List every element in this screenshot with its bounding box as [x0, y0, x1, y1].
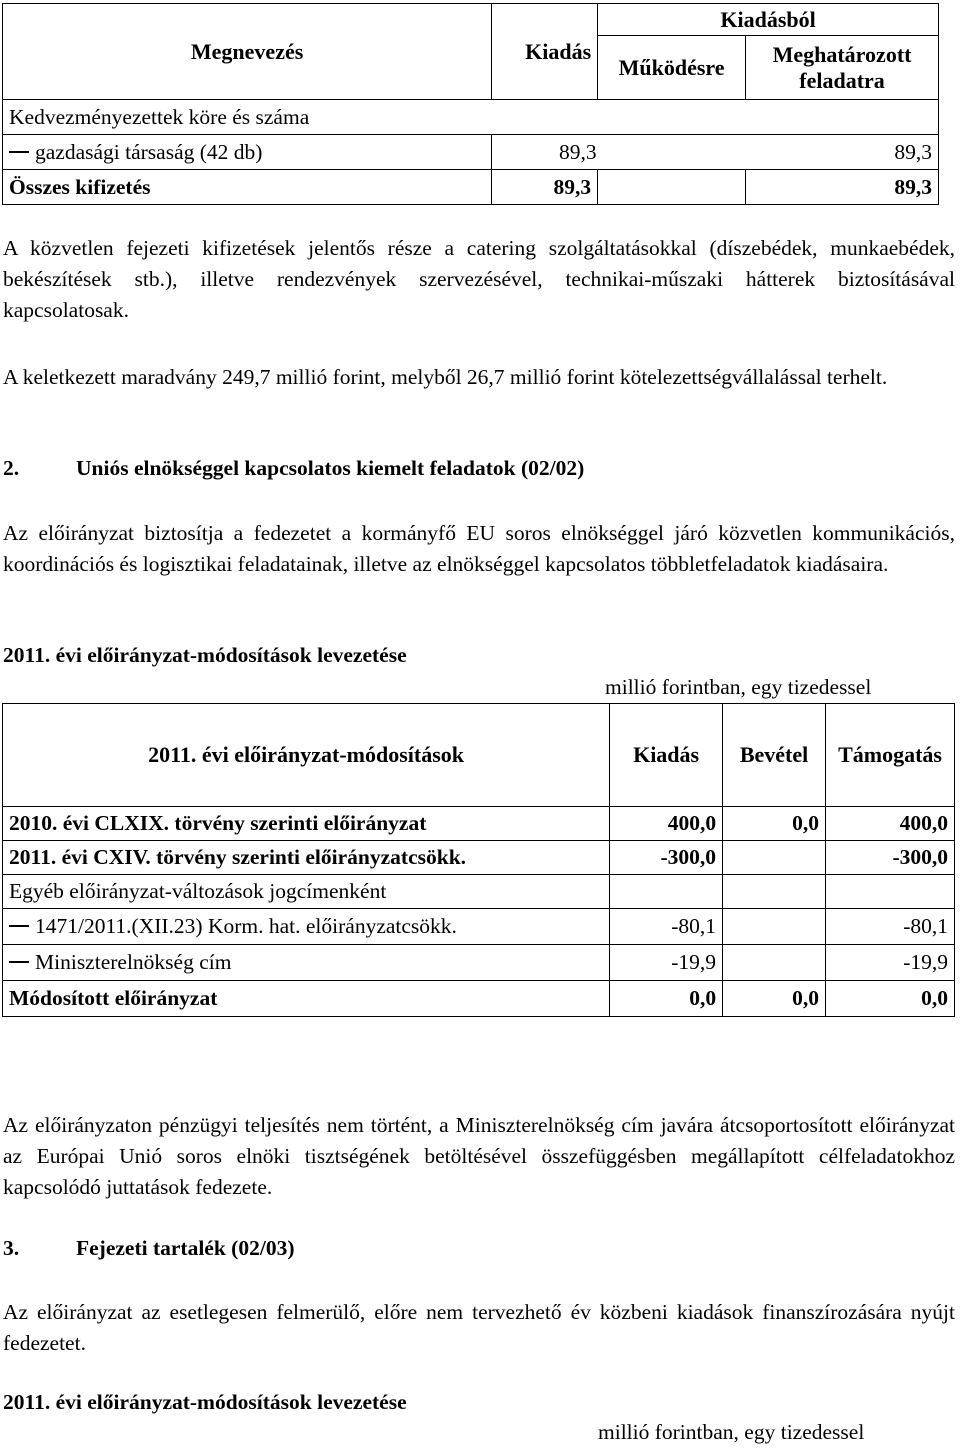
row-tamogatas: 0,0	[826, 981, 955, 1017]
paragraph-teljesites: Az előirányzaton pénzügyi teljesítés nem történt, a Miniszterelnökség cím javára átcsoportosított előirányzat az Európai Unió soros elnöki tisztségének betöltésével összefüggésben megállapított célfeladatokhoz kapcsolódó juttatások fedezete.	[3, 1113, 955, 1199]
row-meghatarozott: 89,3	[746, 170, 939, 205]
row-kiadas: -80,1	[610, 909, 723, 945]
beneficiaries-table	[2, 3, 939, 205]
row-kiadas: 0,0	[610, 981, 723, 1017]
table-row	[3, 807, 955, 841]
dash-icon	[9, 151, 29, 153]
table-row	[3, 875, 955, 909]
row-name: gazdasági társaság (42 db)	[3, 135, 492, 170]
row-bevetel: 0,0	[723, 981, 826, 1017]
header-meghatarozott: Meghatározott feladatra	[746, 36, 939, 100]
table-row	[3, 909, 955, 945]
header-megnevezes: Megnevezés	[3, 4, 492, 100]
row-kiadas: 89,3	[492, 170, 598, 205]
table-row	[3, 841, 955, 875]
row-tamogatas	[826, 875, 955, 909]
paragraph-catering: A közvetlen fejezeti kifizetések jelentős része a catering szolgáltatásokkal (díszebédek, munkaebédek, bekészítések stb.), illetve rendezvények szervezésével, technikai-műszaki hátterek biztosításával kapcsolatosak.	[3, 236, 955, 322]
unit-note: millió forintban, egy tizedessel	[598, 1420, 865, 1444]
row-kiadas: -300,0	[610, 841, 723, 875]
section-number: 2.	[3, 456, 20, 480]
header-tamogatas: Támogatás	[826, 704, 955, 807]
row-label: 2011. évi CXIV. törvény szerinti előirányzatcsökk.	[3, 841, 610, 875]
section-label: Kedvezményezettek köre és száma	[3, 100, 746, 135]
table-row	[3, 135, 939, 170]
header-mukodesre: Működésre	[598, 36, 746, 100]
row-bevetel	[723, 945, 826, 981]
row-bevetel	[723, 909, 826, 945]
header-kiadas: Kiadás	[610, 704, 723, 807]
row-bevetel	[723, 875, 826, 909]
row-tamogatas: 400,0	[826, 807, 955, 841]
header-label: 2011. évi előirányzat-módosítások	[3, 704, 610, 807]
row-kiadas: -19,9	[610, 945, 723, 981]
row-tamogatas: -80,1	[826, 909, 955, 945]
paragraph-maradvany: A keletkezett maradvány 249,7 millió forint, melyből 26,7 millió forint kötelezettségvállalással terhelt.	[3, 365, 888, 389]
dash-icon	[9, 961, 29, 963]
unit-note: millió forintban, egy tizedessel	[605, 675, 872, 699]
section-title: Fejezeti tartalék (02/03)	[76, 1236, 295, 1260]
dash-icon	[9, 925, 29, 927]
header-kiadas: Kiadás	[492, 4, 598, 100]
paragraph-tartalek: Az előirányzat az esetlegesen felmerülő, előre nem tervezhető év közbeni kiadások finanszírozására nyújt fedezetet.	[3, 1300, 955, 1355]
row-kiadas: 400,0	[610, 807, 723, 841]
table-row	[3, 981, 955, 1017]
row-tamogatas: -19,9	[826, 945, 955, 981]
row-label: 1471/2011.(XII.23) Korm. hat. előirányzatcsökk.	[3, 909, 610, 945]
header-kiadasbol: Kiadásból	[598, 4, 939, 36]
section-title: Uniós elnökséggel kapcsolatos kiemelt feladatok (02/02)	[76, 456, 585, 480]
row-kiadas: 89,3	[492, 135, 746, 170]
row-label: Egyéb előirányzat-változások jogcímenként	[3, 875, 610, 909]
header-bevetel: Bevétel	[723, 704, 826, 807]
row-mukodesre	[598, 170, 746, 205]
row-tamogatas: -300,0	[826, 841, 955, 875]
paragraph-eloiranyzat: Az előirányzat biztosítja a fedezetet a kormányfő EU soros elnökséggel járó közvetlen kommunikációs, koordinációs és logisztikai feladatainak, illetve az elnökséggel kapcsolatos többletfeladatok kiadásaira.	[3, 521, 955, 576]
row-bevetel	[723, 841, 826, 875]
row-meghatarozott: 89,3	[746, 135, 939, 170]
modifications-table	[2, 703, 955, 1017]
row-name: Összes kifizetés	[3, 170, 492, 205]
row-label: Módosított előirányzat	[3, 981, 610, 1017]
section-number: 3.	[3, 1236, 20, 1260]
empty-cell	[746, 100, 939, 135]
levezetes-heading: 2011. évi előirányzat-módosítások levezetése	[3, 643, 407, 667]
row-label: 2010. évi CLXIX. törvény szerinti előirányzat	[3, 807, 610, 841]
table-row	[3, 945, 955, 981]
levezetes-heading: 2011. évi előirányzat-módosítások levezetése	[3, 1390, 407, 1414]
table-row	[3, 170, 939, 205]
row-bevetel: 0,0	[723, 807, 826, 841]
row-kiadas	[610, 875, 723, 909]
row-label: Miniszterelnökség cím	[3, 945, 610, 981]
